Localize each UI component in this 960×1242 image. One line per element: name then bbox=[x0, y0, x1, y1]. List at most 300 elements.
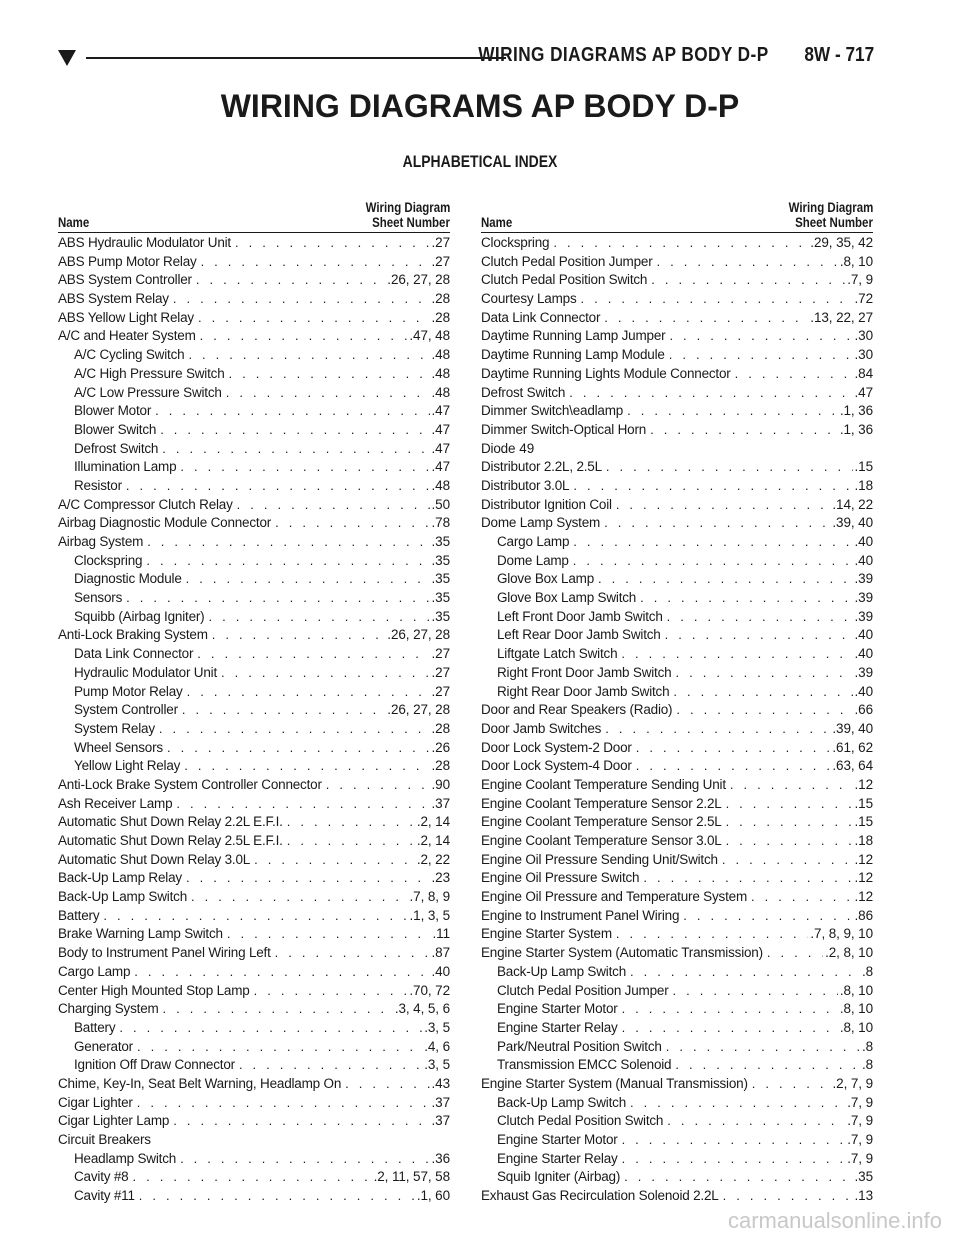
dot-leader bbox=[726, 795, 853, 814]
sheet-number: .27 bbox=[431, 235, 450, 250]
entry-name: Engine Starter System bbox=[481, 926, 612, 942]
index-entry bbox=[58, 683, 450, 702]
index-entry bbox=[58, 290, 450, 309]
down-triangle-icon bbox=[58, 50, 76, 66]
sheet-number: .2, 11, 57, 58 bbox=[373, 1169, 450, 1185]
sheet-number: .39 bbox=[854, 664, 873, 680]
dot-leader bbox=[196, 271, 385, 290]
sheet-number: .30 bbox=[854, 347, 873, 363]
index-entry bbox=[58, 402, 450, 421]
dot-leader bbox=[275, 514, 429, 533]
page-title: WIRING DIAGRAMS AP BODY D-P bbox=[220, 88, 740, 124]
sheet-number: .35 bbox=[431, 552, 450, 568]
column-header bbox=[481, 197, 873, 233]
index-entry bbox=[58, 1075, 450, 1094]
index-entry bbox=[481, 982, 873, 1001]
entry-name: Engine Starter System (Automatic Transmission) bbox=[481, 945, 763, 961]
dot-leader bbox=[683, 907, 852, 926]
dot-leader bbox=[254, 851, 415, 870]
index-entry bbox=[481, 533, 873, 552]
dot-leader bbox=[640, 589, 852, 608]
entry-name: Engine Coolant Temperature Sending Unit bbox=[481, 776, 726, 792]
dot-leader bbox=[126, 589, 429, 608]
sheet-number: .61, 62 bbox=[832, 739, 873, 755]
dot-leader bbox=[162, 440, 429, 459]
sheet-number: .1, 36 bbox=[839, 421, 873, 437]
entry-name: Headlamp Switch bbox=[74, 1150, 177, 1166]
entry-name: Defrost Switch bbox=[481, 384, 566, 400]
index-entry bbox=[58, 982, 450, 1001]
sheet-number: .28 bbox=[431, 720, 450, 736]
entry-name: Charging System bbox=[58, 1001, 159, 1017]
index-entry bbox=[58, 271, 450, 290]
dot-leader bbox=[630, 1094, 845, 1113]
entry-name: Courtesy Lamps bbox=[481, 291, 577, 307]
entry-name: Pump Motor Relay bbox=[74, 683, 183, 699]
entry-name: Dimmer Switch\eadlamp bbox=[481, 403, 624, 419]
dot-leader bbox=[673, 982, 838, 1001]
dot-leader bbox=[616, 496, 831, 515]
index-entry bbox=[58, 626, 450, 645]
index-entry bbox=[58, 458, 450, 477]
dot-leader bbox=[665, 626, 853, 645]
dot-leader bbox=[287, 832, 415, 851]
entry-name: Sensors bbox=[74, 590, 123, 606]
dot-leader bbox=[147, 533, 429, 552]
dot-leader bbox=[146, 552, 429, 571]
index-entry bbox=[481, 477, 873, 496]
index-entry bbox=[58, 309, 450, 328]
index-entry bbox=[481, 720, 873, 739]
dot-leader bbox=[287, 813, 415, 832]
entry-name: Brake Warning Lamp Switch bbox=[58, 926, 223, 942]
dot-leader bbox=[627, 402, 838, 421]
sheet-number: .8, 10 bbox=[839, 982, 873, 998]
entry-name: Park/Neutral Position Switch bbox=[497, 1038, 662, 1054]
sheet-number: .7, 9 bbox=[847, 1094, 873, 1110]
index-entry bbox=[481, 626, 873, 645]
dot-leader bbox=[201, 253, 430, 272]
entry-name: Body to Instrument Panel Wiring Left bbox=[58, 945, 271, 961]
entry-name: Defrost Switch bbox=[74, 440, 159, 456]
entry-name: Diode bbox=[481, 440, 516, 456]
dot-leader bbox=[226, 384, 430, 403]
right-entry-list bbox=[481, 234, 873, 1206]
sheet-number: .13, 22, 27 bbox=[810, 309, 873, 325]
sheet-number: .90 bbox=[431, 776, 450, 792]
sheet-number: .26, 27, 28 bbox=[387, 272, 450, 288]
entry-name: Dome Lamp System bbox=[481, 515, 601, 531]
index-entry bbox=[58, 234, 450, 253]
sheet-number: .14, 22 bbox=[832, 496, 873, 512]
index-entry bbox=[58, 757, 450, 776]
index-entry bbox=[58, 253, 450, 272]
page-header bbox=[58, 44, 874, 72]
dot-leader bbox=[229, 365, 430, 384]
entry-name: Automatic Shut Down Relay 3.0L bbox=[58, 851, 251, 867]
index-entry bbox=[58, 869, 450, 888]
sheet-number: .70, 72 bbox=[409, 982, 450, 998]
column-header-sheet-line2: Sheet Number bbox=[795, 214, 873, 230]
entry-name: Resistor bbox=[74, 477, 122, 493]
dot-leader bbox=[227, 925, 431, 944]
index-entry bbox=[58, 1187, 450, 1206]
dot-leader bbox=[723, 1187, 853, 1206]
sheet-number: .48 bbox=[431, 384, 450, 400]
sheet-number: .87 bbox=[431, 945, 450, 961]
sheet-number: .84 bbox=[854, 365, 873, 381]
dot-leader bbox=[621, 645, 852, 664]
index-entry bbox=[481, 645, 873, 664]
dot-leader bbox=[180, 458, 429, 477]
dot-leader bbox=[651, 271, 845, 290]
dot-leader bbox=[650, 421, 838, 440]
index-entry bbox=[481, 776, 873, 795]
entry-name: Door Lock System-4 Door bbox=[481, 758, 632, 774]
entry-name: Engine Starter System (Manual Transmission) bbox=[481, 1075, 748, 1091]
entry-name: A/C Cycling Switch bbox=[74, 347, 185, 363]
index-entry bbox=[481, 832, 873, 851]
sheet-number: .11 bbox=[432, 926, 450, 942]
index-entry bbox=[58, 720, 450, 739]
entry-name: Engine Oil Pressure Sending Unit/Switch bbox=[481, 851, 718, 867]
index-entry bbox=[481, 1000, 873, 1019]
sheet-number: .43 bbox=[431, 1075, 450, 1091]
entry-name: Automatic Shut Down Relay 2.2L E.F.I. bbox=[58, 814, 283, 830]
entry-name: Clutch Pedal Position Jumper bbox=[481, 253, 653, 269]
entry-name: Clockspring bbox=[74, 552, 143, 568]
entry-name: Blower Switch bbox=[74, 421, 157, 437]
sheet-number: .47 bbox=[431, 459, 450, 475]
dot-leader bbox=[630, 963, 860, 982]
entry-name: Anti-Lock Braking System bbox=[58, 627, 208, 643]
index-entry bbox=[481, 608, 873, 627]
sheet-number: .40 bbox=[854, 646, 873, 662]
index-entry bbox=[58, 365, 450, 384]
sheet-number: .4, 6 bbox=[424, 1038, 450, 1054]
sheet-number: .8 bbox=[861, 1057, 873, 1073]
entry-name: Glove Box Lamp bbox=[497, 571, 594, 587]
entry-name: Illumination Lamp bbox=[74, 459, 177, 475]
entry-name: Clutch Pedal Position Jumper bbox=[497, 982, 669, 998]
dot-leader bbox=[139, 1187, 415, 1206]
index-entry bbox=[58, 832, 450, 851]
dot-leader bbox=[235, 234, 430, 253]
column-header-sheet-line2: Sheet Number bbox=[372, 214, 450, 230]
index-entry bbox=[58, 664, 450, 683]
index-entry bbox=[58, 776, 450, 795]
entry-name: Engine Coolant Temperature Sensor 2.2L bbox=[481, 795, 722, 811]
dot-leader bbox=[198, 309, 430, 328]
index-entry bbox=[481, 701, 873, 720]
dot-leader bbox=[622, 1131, 846, 1150]
dot-leader bbox=[221, 664, 430, 683]
index-entry bbox=[481, 925, 873, 944]
sheet-number: .18 bbox=[854, 833, 873, 848]
dot-leader bbox=[159, 720, 430, 739]
dot-leader bbox=[553, 234, 808, 253]
index-entry bbox=[481, 1094, 873, 1113]
dot-leader bbox=[669, 346, 853, 365]
header-rule bbox=[86, 57, 506, 59]
entry-name: Clutch Pedal Position Switch bbox=[497, 1113, 664, 1129]
sheet-number: .1, 36 bbox=[839, 403, 873, 419]
sheet-number: .35 bbox=[431, 608, 450, 624]
sheet-number: .8, 10 bbox=[839, 1019, 873, 1035]
index-entry bbox=[481, 664, 873, 683]
entry-name: Dimmer Switch-Optical Horn bbox=[481, 421, 647, 437]
dot-leader bbox=[667, 1112, 845, 1131]
sheet-number: .39 bbox=[854, 590, 873, 606]
sheet-number: .72 bbox=[854, 291, 873, 307]
sheet-number: .27 bbox=[431, 664, 450, 680]
dot-leader bbox=[119, 1019, 422, 1038]
sheet-number: .40 bbox=[854, 683, 873, 699]
entry-name: Automatic Shut Down Relay 2.5L E.F.I. bbox=[58, 833, 283, 848]
sheet-number: .2, 7, 9 bbox=[832, 1075, 873, 1091]
dot-leader bbox=[176, 795, 429, 814]
sheet-number: .37 bbox=[431, 1094, 450, 1110]
index-entry bbox=[481, 271, 873, 290]
sheet-number: .26, 27, 28 bbox=[387, 627, 450, 643]
entry-name: Right Front Door Jamb Switch bbox=[497, 664, 672, 680]
sheet-number: .3, 4, 5, 6 bbox=[394, 1001, 450, 1017]
sheet-number: .27 bbox=[431, 253, 450, 269]
entry-name: Transmission EMCC Solenoid bbox=[497, 1057, 672, 1073]
index-entry bbox=[481, 888, 873, 907]
entry-name: Data Link Connector bbox=[481, 309, 601, 325]
sheet-number: .39, 40 bbox=[832, 515, 873, 531]
sheet-number: .47 bbox=[431, 440, 450, 456]
dot-leader bbox=[200, 327, 408, 346]
entry-name: ABS Pump Motor Relay bbox=[58, 253, 197, 269]
sheet-number: .26, 27, 28 bbox=[387, 702, 450, 718]
entry-name: Engine Coolant Temperature Sensor 2.5L bbox=[481, 814, 722, 830]
entry-name: Wheel Sensors bbox=[74, 739, 163, 755]
index-entry bbox=[58, 1019, 450, 1038]
sheet-number: .8, 10 bbox=[839, 1001, 873, 1017]
sheet-number: .50 bbox=[431, 496, 450, 512]
dot-leader bbox=[605, 720, 830, 739]
entry-name: Back-Up Lamp Switch bbox=[497, 963, 626, 979]
sheet-number: .47 bbox=[431, 403, 450, 419]
index-entry bbox=[481, 290, 873, 309]
dot-leader bbox=[569, 384, 852, 403]
dot-leader bbox=[167, 739, 430, 758]
entry-name: System Controller bbox=[74, 702, 178, 718]
sheet-number: .8 bbox=[861, 963, 873, 979]
sheet-number: .8 bbox=[861, 1038, 873, 1054]
dot-leader bbox=[180, 1150, 429, 1169]
entry-name: ABS Hydraulic Modulator Unit bbox=[58, 235, 231, 250]
index-entry bbox=[58, 645, 450, 664]
index-entry bbox=[481, 496, 873, 515]
watermark: carmanualsonline.info bbox=[727, 1208, 942, 1233]
index-entry bbox=[58, 552, 450, 571]
dot-leader bbox=[604, 514, 830, 533]
index-entry bbox=[481, 384, 873, 403]
dot-leader bbox=[726, 832, 853, 851]
index-entry bbox=[58, 570, 450, 589]
sheet-number: .29, 35, 42 bbox=[810, 235, 873, 250]
index-entry bbox=[481, 346, 873, 365]
entry-name: Glove Box Lamp Switch bbox=[497, 590, 637, 606]
dot-leader bbox=[598, 570, 853, 589]
index-entry bbox=[481, 514, 873, 533]
sheet-number: .8, 10 bbox=[839, 253, 873, 269]
section-subtitle: ALPHABETICAL INDEX bbox=[402, 152, 558, 171]
sheet-number: .39 bbox=[854, 571, 873, 587]
sheet-number: .7, 8, 9 bbox=[409, 889, 450, 905]
index-entry bbox=[481, 327, 873, 346]
sheet-number: .7, 9 bbox=[847, 272, 873, 288]
entry-name: Daytime Running Lamp Jumper bbox=[481, 328, 666, 344]
sheet-number: .7, 8, 9, 10 bbox=[810, 926, 873, 942]
entry-name: Cavity #11 bbox=[74, 1188, 135, 1204]
dot-leader bbox=[137, 1038, 422, 1057]
sheet-number: .1, 60 bbox=[416, 1188, 450, 1204]
dot-leader bbox=[173, 1112, 429, 1131]
sheet-number: .15 bbox=[854, 795, 873, 811]
dot-leader bbox=[173, 290, 430, 309]
dot-leader bbox=[208, 608, 429, 627]
sheet-number: .7, 9 bbox=[847, 1132, 873, 1147]
sheet-number: .48 bbox=[431, 365, 450, 381]
entry-name: Engine Oil Pressure Switch bbox=[481, 870, 640, 886]
entry-name: Engine to Instrument Panel Wiring bbox=[481, 907, 680, 923]
entry-name: ABS System Controller bbox=[58, 272, 192, 288]
entry-name: Liftgate Latch Switch bbox=[497, 646, 618, 662]
index-entry bbox=[58, 1056, 450, 1075]
index-entry bbox=[481, 458, 873, 477]
index-entry bbox=[481, 1150, 873, 1169]
dot-leader bbox=[126, 477, 430, 496]
entry-name: Cigar Lighter bbox=[58, 1094, 133, 1110]
index-entry bbox=[481, 1112, 873, 1131]
sheet-number: .3, 5 bbox=[424, 1019, 450, 1035]
dot-leader bbox=[326, 776, 430, 795]
sheet-number: .40 bbox=[854, 534, 873, 549]
sheet-number: .37 bbox=[431, 795, 450, 811]
index-entry bbox=[481, 757, 873, 776]
sheet-number: .48 bbox=[431, 347, 450, 363]
entry-name: Data Link Connector bbox=[74, 646, 194, 662]
entry-name: A/C High Pressure Switch bbox=[74, 365, 225, 381]
entry-name: Center High Mounted Stop Lamp bbox=[58, 982, 250, 998]
index-entry bbox=[481, 1056, 873, 1075]
dot-leader bbox=[616, 925, 809, 944]
sheet-number: .86 bbox=[854, 907, 873, 923]
entry-name: Battery bbox=[58, 907, 100, 923]
sheet-number: .12 bbox=[854, 889, 873, 905]
entry-name: Door and Rear Speakers (Radio) bbox=[481, 702, 673, 718]
dot-leader bbox=[730, 776, 853, 795]
index-entry bbox=[58, 589, 450, 608]
dot-leader bbox=[666, 1038, 860, 1057]
index-entry bbox=[481, 440, 873, 459]
dot-leader bbox=[155, 402, 429, 421]
dot-leader bbox=[212, 626, 386, 645]
entry-name: ABS Yellow Light Relay bbox=[58, 309, 194, 325]
sheet-number: .27 bbox=[431, 683, 450, 699]
sheet-number: .26 bbox=[431, 739, 450, 755]
sheet-number: .1, 3, 5 bbox=[409, 907, 450, 923]
sheet-number: .2, 14 bbox=[416, 814, 450, 830]
entry-name: Circuit Breakers bbox=[58, 1132, 151, 1147]
sheet-number: .35 bbox=[431, 590, 450, 606]
dot-leader bbox=[624, 1168, 852, 1187]
index-entry bbox=[58, 1150, 450, 1169]
column-header-sheet-line1: Wiring Diagram bbox=[788, 199, 873, 215]
index-entry bbox=[58, 739, 450, 758]
sheet-number: .7, 9 bbox=[847, 1113, 873, 1129]
entry-name: ABS System Relay bbox=[58, 291, 169, 307]
sheet-number: .35 bbox=[854, 1169, 873, 1185]
index-entry bbox=[481, 1131, 873, 1150]
sheet-number: 49 bbox=[519, 440, 535, 456]
dot-leader bbox=[573, 552, 853, 571]
sheet-number: .35 bbox=[431, 571, 450, 587]
dot-leader bbox=[191, 888, 408, 907]
entry-name: Cargo Lamp bbox=[497, 534, 570, 549]
dot-leader bbox=[254, 982, 408, 1001]
left-entry-list bbox=[58, 234, 450, 1206]
index-entry bbox=[58, 346, 450, 365]
index-entry bbox=[481, 589, 873, 608]
entry-name: Exhaust Gas Recirculation Solenoid 2.2L bbox=[481, 1188, 719, 1204]
entry-name: Door Lock System-2 Door bbox=[481, 739, 632, 755]
index-entry bbox=[481, 739, 873, 758]
dot-leader bbox=[622, 1019, 838, 1038]
dot-leader bbox=[134, 963, 429, 982]
index-entry bbox=[58, 701, 450, 720]
entry-name: Airbag System bbox=[58, 534, 144, 549]
dot-leader bbox=[667, 608, 853, 627]
dot-leader bbox=[103, 907, 407, 926]
dot-leader bbox=[160, 421, 429, 440]
entry-name: Clockspring bbox=[481, 235, 550, 250]
header-title: WIRING DIAGRAMS AP BODY D-P bbox=[478, 44, 769, 66]
entry-name: Engine Starter Motor bbox=[497, 1001, 618, 1017]
dot-leader bbox=[573, 477, 852, 496]
sheet-number: .36 bbox=[431, 1150, 450, 1166]
sheet-number: .40 bbox=[431, 963, 450, 979]
entry-name: Cavity #8 bbox=[74, 1169, 129, 1185]
dot-leader bbox=[137, 1094, 430, 1113]
dot-leader bbox=[675, 1056, 860, 1075]
entry-name: Airbag Diagnostic Module Connector bbox=[58, 515, 272, 531]
index-entry bbox=[481, 309, 873, 328]
dot-leader bbox=[132, 1168, 371, 1187]
entry-name: Engine Oil Pressure and Temperature System bbox=[481, 889, 747, 905]
index-entry bbox=[58, 533, 450, 552]
sheet-number: .39 bbox=[854, 608, 873, 624]
dot-leader bbox=[636, 739, 831, 758]
column-header-name: Name bbox=[481, 214, 513, 230]
column-header-name: Name bbox=[58, 214, 90, 230]
entry-name: Anti-Lock Brake System Controller Connector bbox=[58, 776, 322, 792]
dot-leader bbox=[636, 757, 831, 776]
sheet-number: .47 bbox=[854, 384, 873, 400]
entry-name: Back-Up Lamp Switch bbox=[58, 889, 187, 905]
left-index-column bbox=[58, 197, 450, 1206]
sheet-number: .27 bbox=[431, 646, 450, 662]
sheet-number: .15 bbox=[854, 459, 873, 475]
page-number: 8W - 717 bbox=[804, 44, 874, 66]
index-entry bbox=[481, 365, 873, 384]
index-entry bbox=[58, 1168, 450, 1187]
sheet-number: .63, 64 bbox=[832, 758, 873, 774]
